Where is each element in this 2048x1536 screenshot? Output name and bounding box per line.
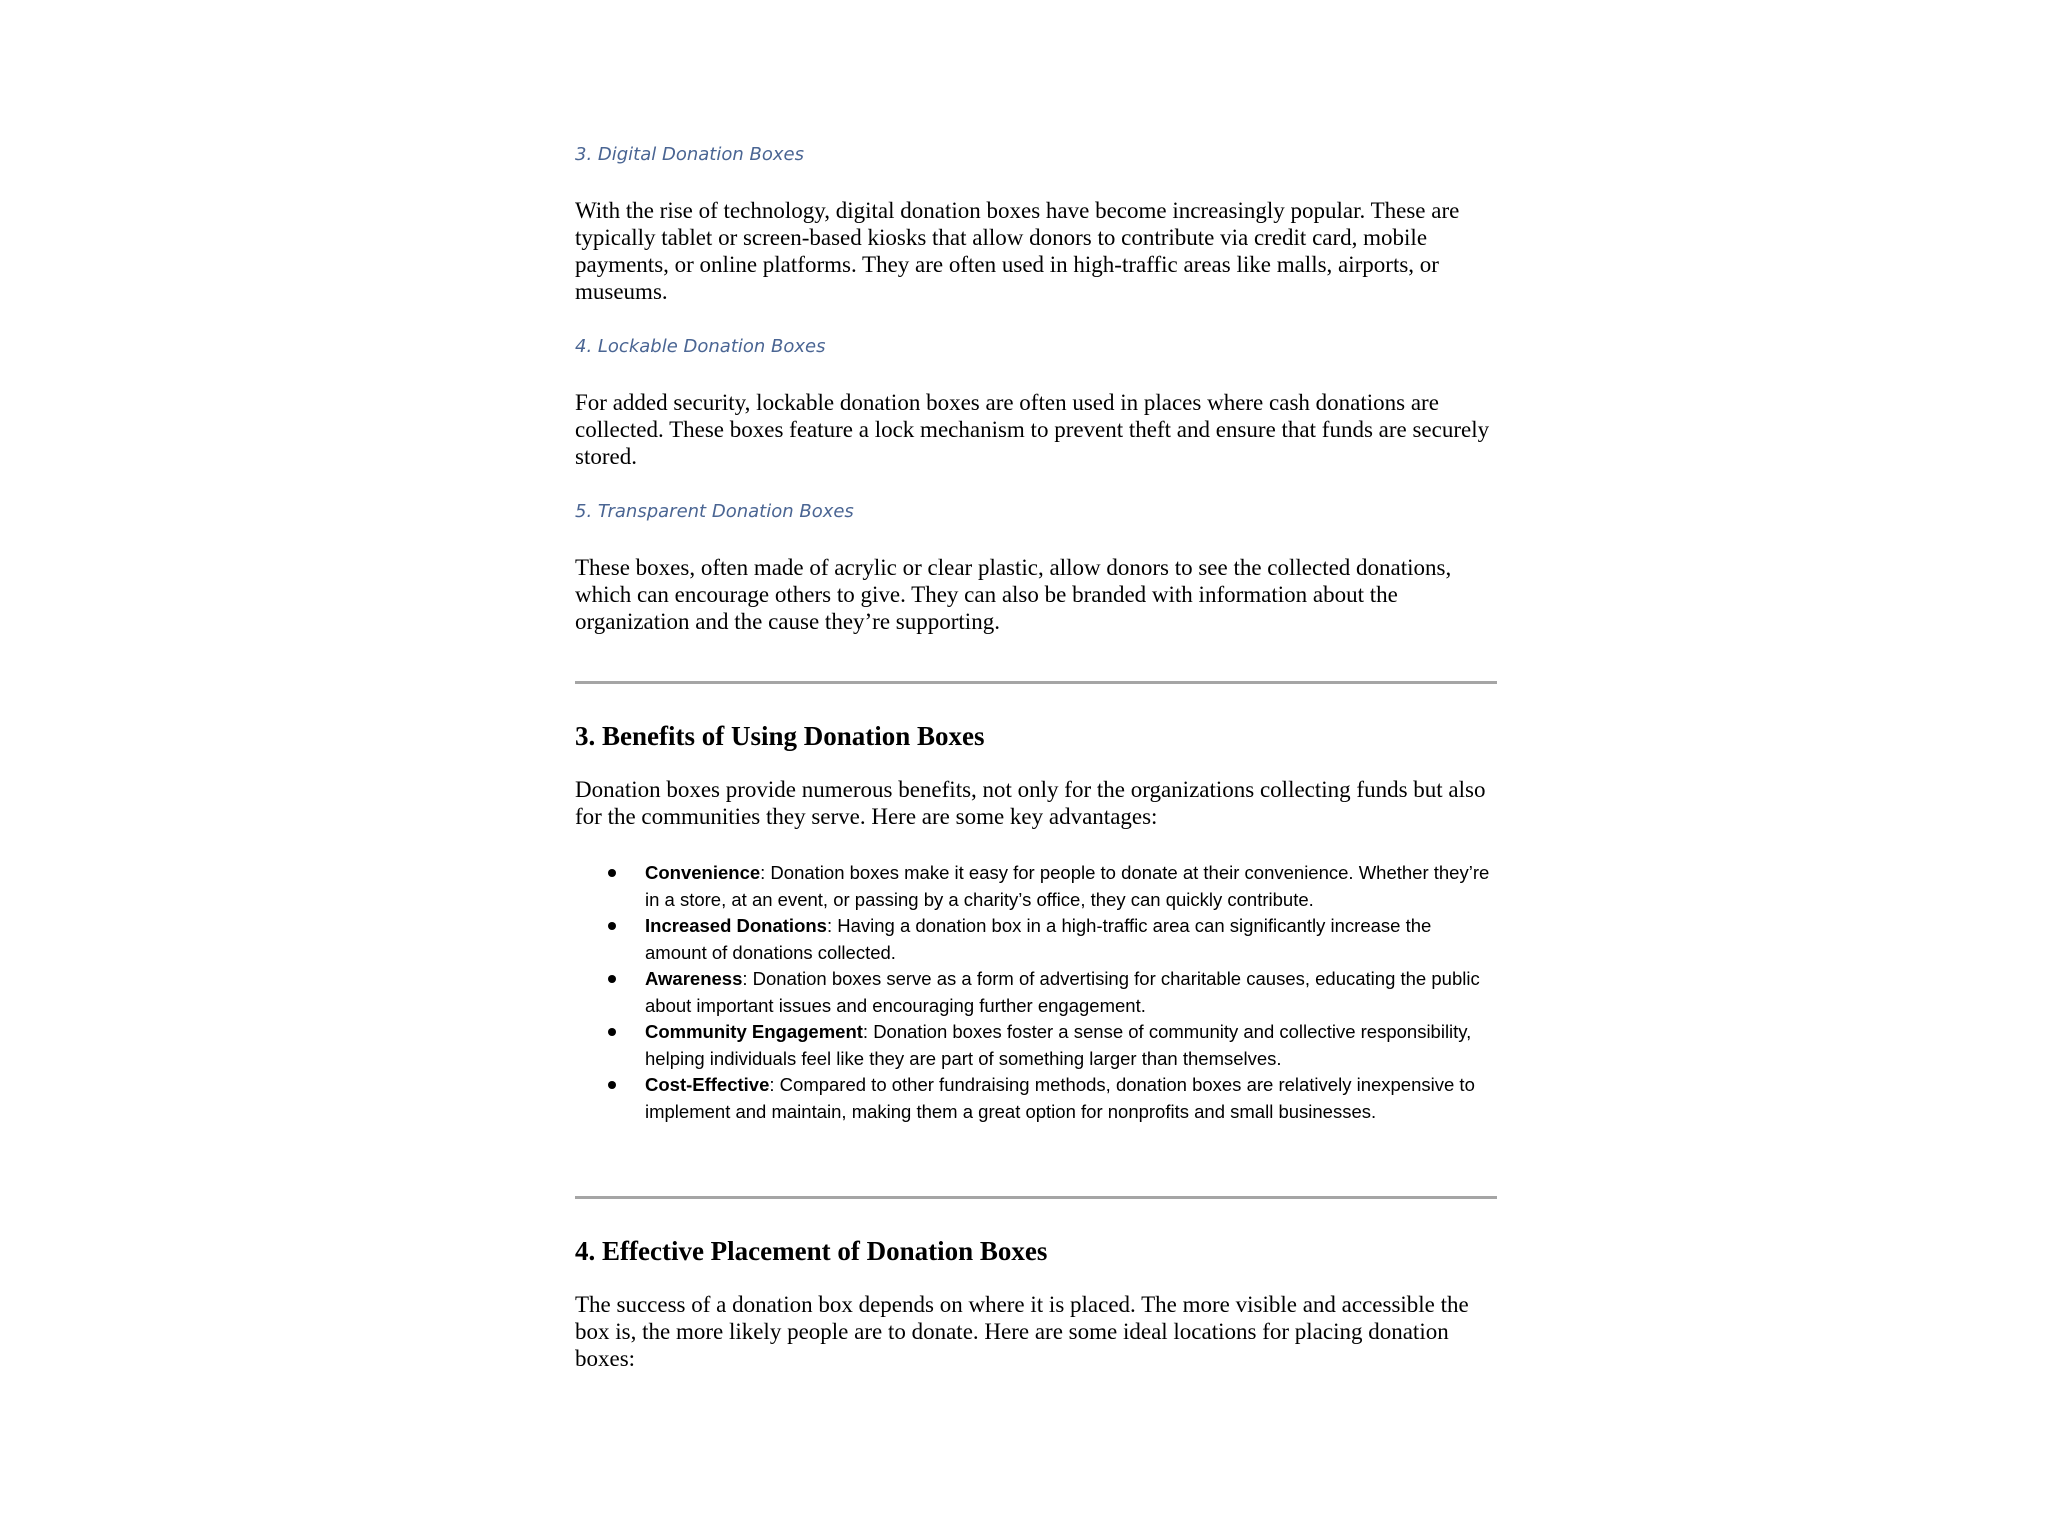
digital-donation-boxes-paragraph: With the rise of technology, digital donation boxes have become increasingly popular. These are typically tablet or screen-based kiosks that allow donors to contribute via credit card, mobile payments, or online platforms. They are often used in high-traffic areas like malls, airports, or museums. xyxy=(575,198,1460,304)
list-item xyxy=(575,1072,1497,1125)
benefit-description: : Donation boxes make it easy for people to donate at their convenience. Whether they’re in a store, at an event, or passing by a charity’s office, they can quickly contribute. xyxy=(645,862,1490,910)
benefit-term: Community Engagement xyxy=(645,1021,863,1042)
benefits-section-heading: 3. Benefits of Using Donation Boxes xyxy=(575,721,985,751)
benefit-term: Convenience xyxy=(645,862,761,883)
list-item xyxy=(575,860,1497,913)
document-page xyxy=(575,0,1497,1536)
benefit-description: : Donation boxes foster a sense of community and collective responsibility, helping individuals feel like they are part of something larger than themselves. xyxy=(645,1021,1472,1069)
transparent-donation-boxes-paragraph: These boxes, often made of acrylic or clear plastic, allow donors to see the collected donations, which can encourage others to give. They can also be branded with information about the organization and the cause they’re supporting. xyxy=(575,555,1452,634)
lockable-donation-boxes-heading: 4. Lockable Donation Boxes xyxy=(575,336,826,357)
benefit-term: Awareness xyxy=(645,968,743,989)
list-item xyxy=(575,913,1497,966)
benefit-description: : Having a donation box in a high-traffic area can significantly increase the amount of donations collected. xyxy=(645,915,1432,963)
list-item xyxy=(575,1019,1497,1072)
digital-donation-boxes-heading: 3. Digital Donation Boxes xyxy=(575,144,804,165)
bullet-icon xyxy=(608,922,616,930)
section-divider xyxy=(575,1196,1497,1199)
bullet-icon xyxy=(608,869,616,877)
list-item xyxy=(575,966,1497,1019)
bullet-icon xyxy=(608,975,616,983)
benefits-intro-paragraph: Donation boxes provide numerous benefits, not only for the organizations collecting funds but also for the communities they serve. Here are some key advantages: xyxy=(575,777,1486,829)
benefit-term: Cost-Effective xyxy=(645,1074,770,1095)
bullet-icon xyxy=(608,1028,616,1036)
bullet-icon xyxy=(608,1081,616,1089)
placement-intro-paragraph: The success of a donation box depends on where it is placed. The more visible and accessible the box is, the more likely people are to donate. Here are some ideal locations for placing donation boxes: xyxy=(575,1292,1469,1371)
benefit-term: Increased Donations xyxy=(645,915,827,936)
placement-section-heading: 4. Effective Placement of Donation Boxes xyxy=(575,1236,1048,1266)
section-divider xyxy=(575,681,1497,684)
benefit-description: : Donation boxes serve as a form of advertising for charitable causes, educating the public about important issues and encouraging further engagement. xyxy=(645,968,1480,1016)
lockable-donation-boxes-paragraph: For added security, lockable donation boxes are often used in places where cash donations are collected. These boxes feature a lock mechanism to prevent theft and ensure that funds are securely stored. xyxy=(575,390,1490,469)
transparent-donation-boxes-heading: 5. Transparent Donation Boxes xyxy=(575,501,854,522)
benefits-list xyxy=(575,860,1497,1125)
benefit-description: : Compared to other fundraising methods, donation boxes are relatively inexpensive to implement and maintain, making them a great option for nonprofits and small businesses. xyxy=(645,1074,1475,1122)
